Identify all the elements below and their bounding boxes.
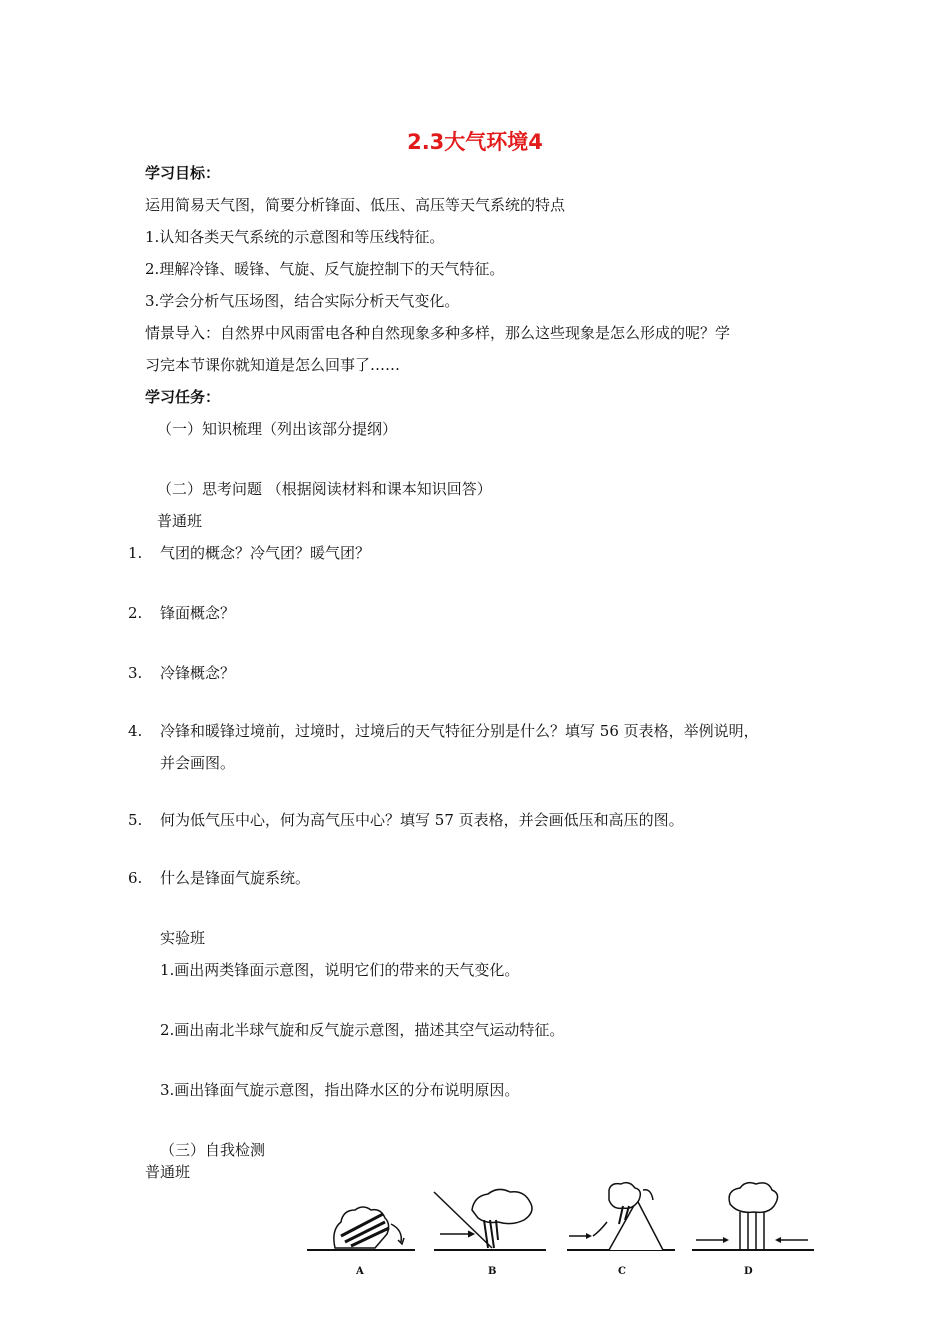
objective-item-2: 2.理解冷锋、暖锋、气旋、反气旋控制下的天气特征。 (145, 260, 505, 278)
task-part-1: （一）知识梳理（列出该部分提纲） (157, 420, 398, 438)
experimental-question-3: 3.画出锋面气旋示意图，指出降水区的分布说明原因。 (160, 1081, 520, 1099)
question-number: 4. (128, 722, 143, 740)
experimental-question-1: 1.画出两类锋面示意图，说明它们的带来的天气变化。 (160, 961, 520, 979)
question-number: 5. (128, 811, 143, 829)
regular-class-label-2: 普通班 (145, 1163, 191, 1181)
question-number: 1. (128, 544, 143, 562)
experimental-class-label: 实验班 (160, 929, 206, 947)
question-number: 3. (128, 664, 143, 682)
objective-item-3: 3.学会分析气压场图，结合实际分析天气变化。 (145, 292, 460, 310)
task-part-3: （三）自我检测 (160, 1141, 266, 1159)
figure-label-c: C (618, 1266, 626, 1277)
objectives-intro: 运用简易天气图，简要分析锋面、低压、高压等天气系统的特点 (145, 196, 566, 214)
task-part-2: （二）思考问题 （根据阅读材料和课本知识回答） (157, 480, 492, 498)
question-text-continued: 并会画图。 (160, 754, 236, 772)
figure-label-d: D (744, 1266, 753, 1277)
objective-item-1: 1.认知各类天气系统的示意图和等压线特征。 (145, 228, 445, 246)
document-title: 2.3大气环境4 (407, 130, 543, 154)
question-number: 2. (128, 604, 143, 622)
figure-a-front-diagram (305, 1180, 417, 1260)
question-text: 冷锋和暖锋过境前，过境时，过境后的天气特征分别是什么？填写 56 页表格，举例说明， (160, 722, 759, 740)
question-number: 6. (128, 869, 143, 887)
question-text: 什么是锋面气旋系统。 (160, 869, 311, 887)
lead-in-line-1: 情景导入：自然界中风雨雷电各种自然现象多种多样，那么这些现象是怎么形成的呢？学 (145, 324, 731, 342)
figure-label-b: B (488, 1266, 497, 1277)
figure-label-a: A (356, 1266, 364, 1277)
question-text: 何为低气压中心，何为高气压中心？填写 57 页表格，并会画低压和高压的图。 (160, 811, 684, 829)
objectives-heading: 学习目标： (145, 164, 221, 182)
question-text: 气团的概念？冷气团？暖气团？ (160, 544, 371, 562)
figure-d-convergence-diagram (690, 1180, 816, 1260)
experimental-question-2: 2.画出南北半球气旋和反气旋示意图，描述其空气运动特征。 (160, 1021, 565, 1039)
lead-in-line-2: 习完本节课你就知道是怎么回事了…… (145, 356, 401, 374)
figure-c-orographic-diagram (565, 1180, 677, 1260)
question-text: 锋面概念？ (160, 604, 236, 622)
tasks-heading: 学习任务： (145, 388, 221, 406)
regular-class-label: 普通班 (157, 512, 203, 530)
figure-b-front-diagram (432, 1180, 548, 1260)
question-text: 冷锋概念？ (160, 664, 236, 682)
